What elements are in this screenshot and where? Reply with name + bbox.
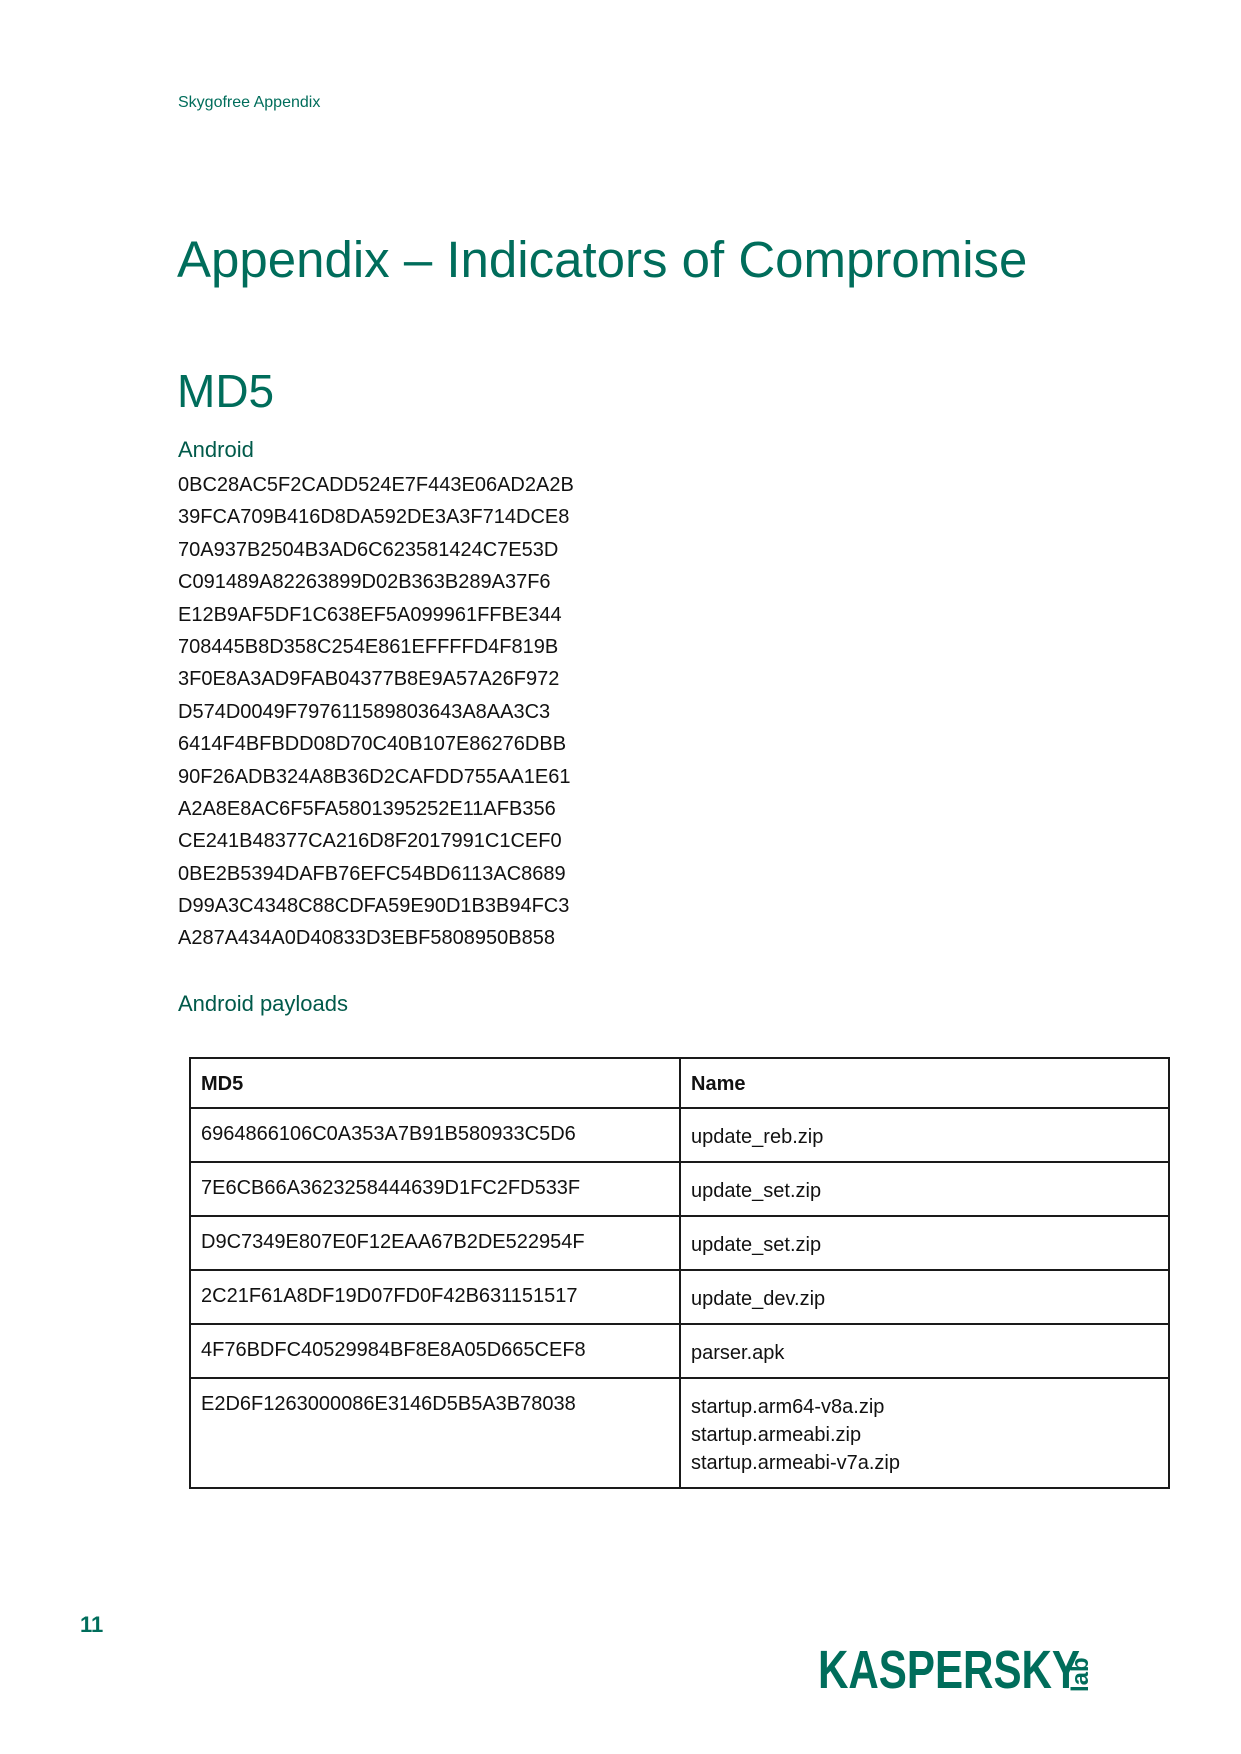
- file-name: update_set.zip: [691, 1180, 822, 1202]
- hash-item: 90F26ADB324A8B36D2CAFDD755AA1E61: [178, 765, 571, 788]
- table-header-row: [190, 1058, 1169, 1108]
- md5-section-heading: MD5: [177, 365, 275, 417]
- table-row: [190, 1216, 1169, 1270]
- md5-cell: 4F76BDFC40529984BF8E8A05D665CEF8: [190, 1324, 680, 1378]
- name-cell: [680, 1216, 1169, 1270]
- hash-item: A2A8E8AC6F5FA5801395252E11AFB356: [178, 797, 556, 820]
- column-header-md5: MD5: [190, 1058, 680, 1108]
- md5-cell: E2D6F1263000086E3146D5B5A3B78038: [190, 1378, 680, 1488]
- name-cell: [680, 1324, 1169, 1378]
- name-cell: [680, 1162, 1169, 1216]
- table-row: [190, 1378, 1169, 1488]
- hash-item: 0BC28AC5F2CADD524E7F443E06AD2A2B: [178, 474, 574, 496]
- file-name: startup.armeabi.zip: [691, 1424, 862, 1446]
- android-payloads-subheading: Android payloads: [178, 991, 349, 1016]
- file-name: parser.apk: [691, 1342, 785, 1364]
- payloads-table: [189, 1057, 1170, 1489]
- table-row: [190, 1270, 1169, 1324]
- file-name: update_set.zip: [691, 1234, 822, 1256]
- md5-cell: 6964866106C0A353A7B91B580933C5D6: [190, 1108, 680, 1162]
- hash-item: 39FCA709B416D8DA592DE3A3F714DCE8: [178, 506, 570, 529]
- column-header-name: Name: [680, 1058, 1169, 1108]
- running-header: Skygofree Appendix: [178, 94, 321, 111]
- name-cell: [680, 1108, 1169, 1162]
- hash-item: 0BE2B5394DAFB76EFC54BD6113AC8689: [178, 862, 566, 885]
- table-row: [190, 1162, 1169, 1216]
- hash-item: CE241B48377CA216D8F2017991C1CEF0: [178, 830, 562, 853]
- hash-item: 6414F4BFBDD08D70C40B107E86276DBB: [178, 733, 567, 756]
- file-name: update_reb.zip: [691, 1126, 824, 1148]
- md5-cell: 2C21F61A8DF19D07FD0F42B631151517: [190, 1270, 680, 1324]
- hash-item: D99A3C4348C88CDFA59E90D1B3B94FC3: [178, 895, 570, 918]
- table-row: [190, 1324, 1169, 1378]
- hash-item: 70A937B2504B3AD6C623581424C7E53D: [178, 538, 559, 561]
- file-name: startup.armeabi-v7a.zip: [691, 1452, 900, 1474]
- md5-cell: D9C7349E807E0F12EAA67B2DE522954F: [190, 1216, 680, 1270]
- page-title: Appendix – Indicators of Compromise: [177, 231, 1028, 288]
- md5-cell: 7E6CB66A3623258444639D1FC2FD533F: [190, 1162, 680, 1216]
- hash-item: E12B9AF5DF1C638EF5A099961FFBE344: [178, 603, 562, 626]
- hash-item: A287A434A0D40833D3EBF5808950B858: [178, 927, 555, 950]
- hash-item: D574D0049F797611589803643A8AA3C3: [178, 700, 551, 723]
- android-hash-list: [178, 469, 574, 955]
- logo-wordmark: KASPERSKY: [818, 1640, 1080, 1700]
- table-row: [190, 1108, 1169, 1162]
- name-cell: [680, 1378, 1169, 1488]
- hash-item: 708445B8D358C254E861EFFFFD4F819B: [178, 635, 559, 658]
- logo-lab-mark: lab: [1067, 1657, 1094, 1692]
- file-name: update_dev.zip: [691, 1288, 826, 1310]
- name-cell: [680, 1270, 1169, 1324]
- hash-item: 3F0E8A3AD9FAB04377B8E9A57A26F972: [178, 668, 560, 691]
- page-number: 11: [80, 1612, 104, 1637]
- kaspersky-lab-logo: [818, 1632, 1118, 1702]
- android-subheading: Android: [178, 437, 254, 462]
- file-name: startup.arm64-v8a.zip: [691, 1396, 885, 1418]
- hash-item: C091489A82263899D02B363B289A37F6: [178, 571, 551, 594]
